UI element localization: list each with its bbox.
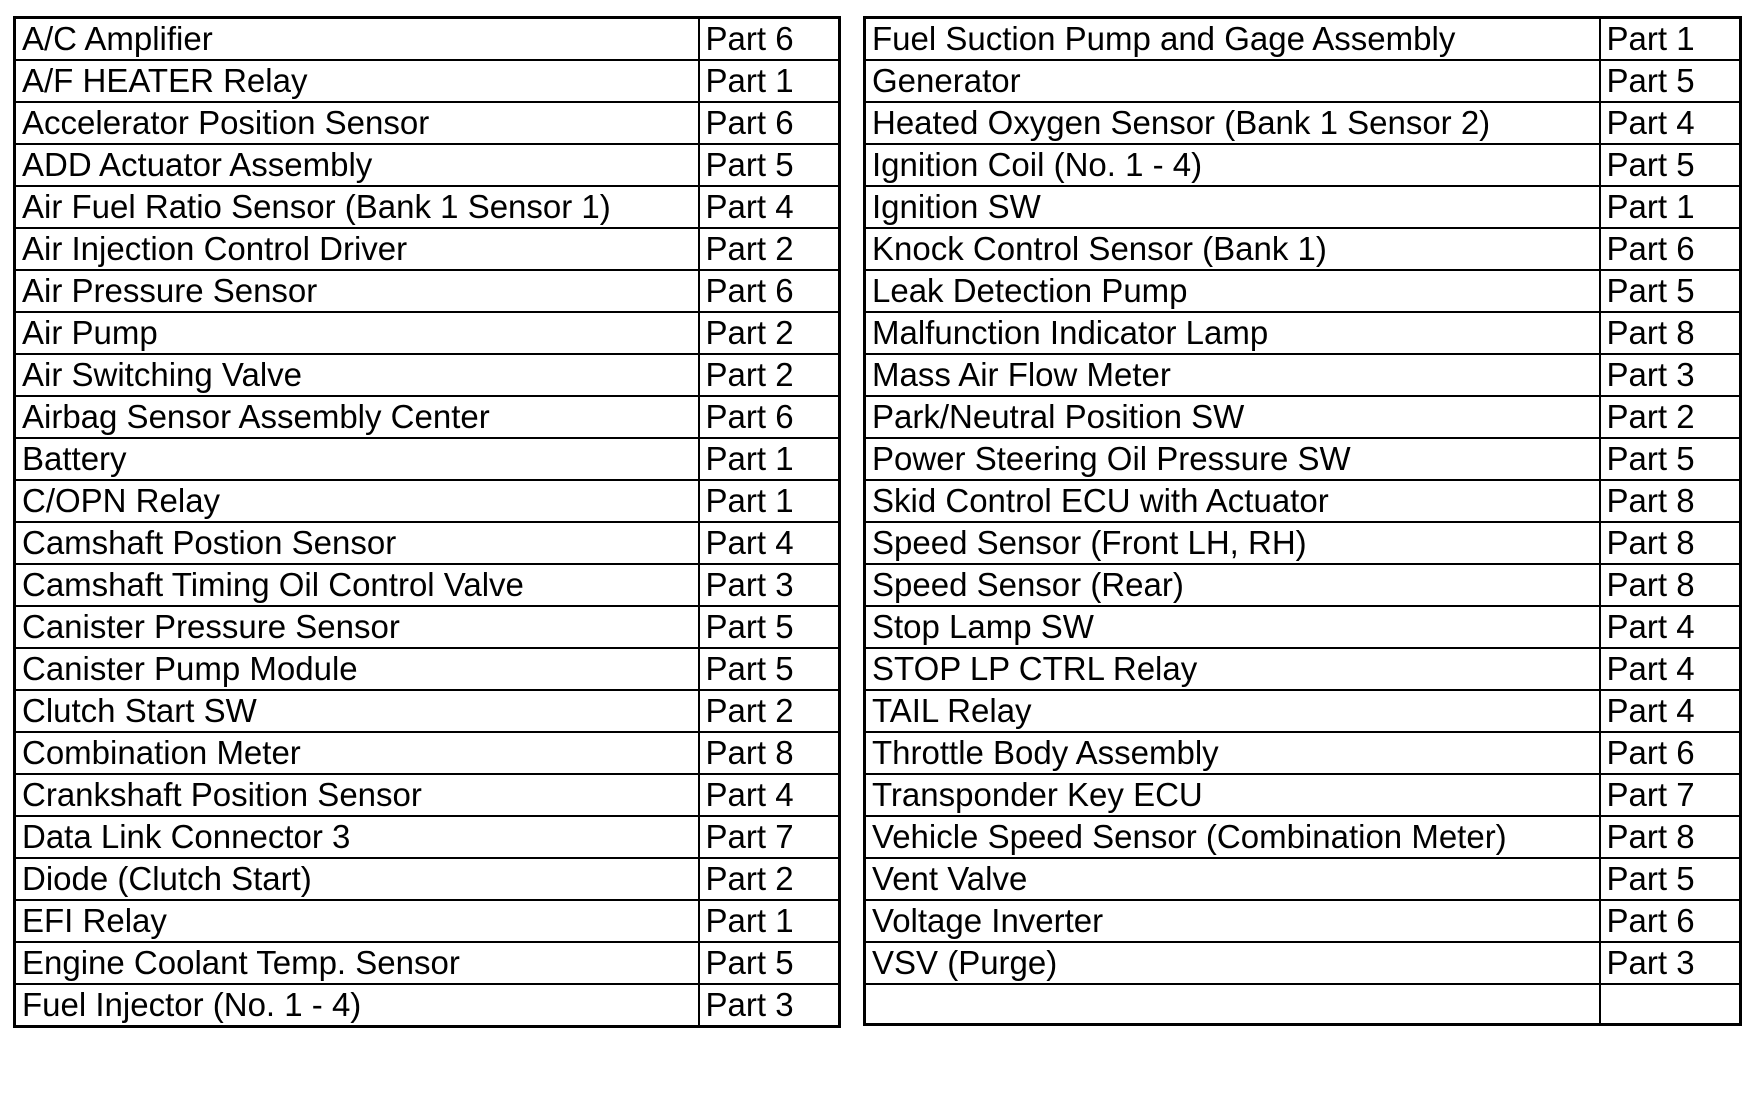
- part-reference-cell: Part 6: [1600, 732, 1741, 774]
- component-name-cell: Air Pump: [15, 312, 699, 354]
- component-name-cell: Vent Valve: [865, 858, 1600, 900]
- table-row: [15, 774, 840, 816]
- table-row: [865, 102, 1741, 144]
- table-row: [15, 396, 840, 438]
- part-reference-cell: Part 5: [1600, 270, 1741, 312]
- table-row: [865, 564, 1741, 606]
- part-reference-cell: Part 4: [699, 774, 840, 816]
- component-name-cell: Leak Detection Pump: [865, 270, 1600, 312]
- component-name-cell: TAIL Relay: [865, 690, 1600, 732]
- component-name-cell: Air Injection Control Driver: [15, 228, 699, 270]
- table-row: [15, 984, 840, 1027]
- part-reference-cell: Part 7: [699, 816, 840, 858]
- part-reference-cell: Part 4: [1600, 690, 1741, 732]
- table-row: [15, 18, 840, 61]
- component-name-cell: Canister Pump Module: [15, 648, 699, 690]
- component-name-cell: ADD Actuator Assembly: [15, 144, 699, 186]
- component-name-cell: Ignition Coil (No. 1 - 4): [865, 144, 1600, 186]
- part-reference-cell: Part 4: [1600, 606, 1741, 648]
- table-row: [865, 270, 1741, 312]
- table-row: [15, 228, 840, 270]
- part-reference-cell: Part 2: [699, 228, 840, 270]
- part-reference-cell: Part 6: [699, 102, 840, 144]
- part-reference-cell: Part 1: [699, 60, 840, 102]
- part-reference-cell: Part 4: [699, 186, 840, 228]
- part-reference-cell: Part 5: [1600, 438, 1741, 480]
- component-name-cell: Speed Sensor (Front LH, RH): [865, 522, 1600, 564]
- component-name-cell: Vehicle Speed Sensor (Combination Meter): [865, 816, 1600, 858]
- component-name-cell: Camshaft Timing Oil Control Valve: [15, 564, 699, 606]
- table-row: [865, 774, 1741, 816]
- table-row: [865, 606, 1741, 648]
- part-reference-cell: Part 8: [699, 732, 840, 774]
- component-name-cell: VSV (Purge): [865, 942, 1600, 984]
- table-row: [865, 732, 1741, 774]
- component-index-table-right: [863, 16, 1742, 1026]
- table-row: [15, 858, 840, 900]
- part-reference-cell: Part 8: [1600, 522, 1741, 564]
- table-row: [865, 228, 1741, 270]
- part-reference-cell: Part 3: [1600, 942, 1741, 984]
- component-name-cell: Heated Oxygen Sensor (Bank 1 Sensor 2): [865, 102, 1600, 144]
- part-reference-cell: Part 2: [1600, 396, 1741, 438]
- component-name-cell: Stop Lamp SW: [865, 606, 1600, 648]
- table-row: [865, 480, 1741, 522]
- part-reference-cell: Part 5: [699, 606, 840, 648]
- table-row: [15, 312, 840, 354]
- component-name-cell: Power Steering Oil Pressure SW: [865, 438, 1600, 480]
- table-row: [865, 690, 1741, 732]
- component-name-cell: Mass Air Flow Meter: [865, 354, 1600, 396]
- table-row: [15, 438, 840, 480]
- component-name-cell: Transponder Key ECU: [865, 774, 1600, 816]
- table-row: [865, 648, 1741, 690]
- table-row: [15, 270, 840, 312]
- component-name-cell: Malfunction Indicator Lamp: [865, 312, 1600, 354]
- component-name-cell: Data Link Connector 3: [15, 816, 699, 858]
- component-name-cell: Combination Meter: [15, 732, 699, 774]
- component-name-cell: Canister Pressure Sensor: [15, 606, 699, 648]
- component-name-cell: A/C Amplifier: [15, 18, 699, 61]
- component-name-cell: A/F HEATER Relay: [15, 60, 699, 102]
- table-body-right: [865, 18, 1741, 1025]
- part-reference-cell: Part 4: [1600, 102, 1741, 144]
- table-row: [865, 438, 1741, 480]
- part-reference-cell: Part 8: [1600, 312, 1741, 354]
- component-name-cell: C/OPN Relay: [15, 480, 699, 522]
- part-reference-cell: Part 6: [699, 396, 840, 438]
- part-reference-cell: Part 2: [699, 354, 840, 396]
- part-reference-cell: Part 7: [1600, 774, 1741, 816]
- part-reference-cell: Part 5: [699, 648, 840, 690]
- part-reference-cell: Part 6: [699, 270, 840, 312]
- part-reference-cell: Part 1: [1600, 186, 1741, 228]
- part-reference-cell: Part 5: [1600, 858, 1741, 900]
- component-name-cell: Fuel Injector (No. 1 - 4): [15, 984, 699, 1027]
- part-reference-cell: Part 1: [699, 480, 840, 522]
- table-row: [15, 186, 840, 228]
- part-reference-cell: Part 4: [699, 522, 840, 564]
- part-reference-cell: Part 5: [699, 144, 840, 186]
- table-row: [15, 606, 840, 648]
- part-reference-cell: Part 6: [1600, 228, 1741, 270]
- table-row: [865, 942, 1741, 984]
- component-name-cell: Battery: [15, 438, 699, 480]
- component-name-cell: Throttle Body Assembly: [865, 732, 1600, 774]
- table-row: [865, 858, 1741, 900]
- table-row: [15, 564, 840, 606]
- part-reference-cell: Part 1: [699, 900, 840, 942]
- component-name-cell: Generator: [865, 60, 1600, 102]
- component-name-cell: EFI Relay: [15, 900, 699, 942]
- component-name-cell: Air Fuel Ratio Sensor (Bank 1 Sensor 1): [15, 186, 699, 228]
- component-name-cell: Clutch Start SW: [15, 690, 699, 732]
- component-name-cell: Engine Coolant Temp. Sensor: [15, 942, 699, 984]
- component-name-cell: Camshaft Postion Sensor: [15, 522, 699, 564]
- table-row: [865, 900, 1741, 942]
- part-reference-cell: Part 2: [699, 858, 840, 900]
- table-row: [865, 312, 1741, 354]
- component-name-cell: Accelerator Position Sensor: [15, 102, 699, 144]
- part-reference-cell: Part 3: [699, 564, 840, 606]
- table-row: [865, 396, 1741, 438]
- table-row: [865, 522, 1741, 564]
- table-body-left: [15, 18, 840, 1027]
- table-row: [15, 942, 840, 984]
- part-reference-cell: Part 4: [1600, 648, 1741, 690]
- table-row: [865, 816, 1741, 858]
- part-reference-cell: [1600, 984, 1741, 1025]
- table-row: [15, 648, 840, 690]
- table-row: [865, 984, 1741, 1025]
- part-reference-cell: Part 2: [699, 690, 840, 732]
- component-name-cell: [865, 984, 1600, 1025]
- table-row: [15, 480, 840, 522]
- component-name-cell: Fuel Suction Pump and Gage Assembly: [865, 18, 1600, 61]
- part-reference-cell: Part 6: [1600, 900, 1741, 942]
- part-reference-cell: Part 5: [1600, 60, 1741, 102]
- component-index-table-left: [13, 16, 841, 1028]
- component-name-cell: Speed Sensor (Rear): [865, 564, 1600, 606]
- component-name-cell: STOP LP CTRL Relay: [865, 648, 1600, 690]
- part-reference-cell: Part 1: [699, 438, 840, 480]
- part-reference-cell: Part 8: [1600, 480, 1741, 522]
- table-row: [15, 522, 840, 564]
- table-row: [865, 144, 1741, 186]
- table-row: [15, 102, 840, 144]
- part-reference-cell: Part 3: [699, 984, 840, 1027]
- part-reference-cell: Part 8: [1600, 564, 1741, 606]
- component-name-cell: Crankshaft Position Sensor: [15, 774, 699, 816]
- part-reference-cell: Part 6: [699, 18, 840, 61]
- table-row: [15, 732, 840, 774]
- component-name-cell: Knock Control Sensor (Bank 1): [865, 228, 1600, 270]
- table-row: [865, 60, 1741, 102]
- component-name-cell: Voltage Inverter: [865, 900, 1600, 942]
- part-reference-cell: Part 5: [699, 942, 840, 984]
- component-name-cell: Diode (Clutch Start): [15, 858, 699, 900]
- table-row: [15, 144, 840, 186]
- component-name-cell: Park/Neutral Position SW: [865, 396, 1600, 438]
- table-row: [865, 186, 1741, 228]
- table-row: [865, 18, 1741, 61]
- component-name-cell: Air Switching Valve: [15, 354, 699, 396]
- table-row: [865, 354, 1741, 396]
- table-row: [15, 900, 840, 942]
- component-name-cell: Airbag Sensor Assembly Center: [15, 396, 699, 438]
- component-name-cell: Skid Control ECU with Actuator: [865, 480, 1600, 522]
- part-reference-cell: Part 5: [1600, 144, 1741, 186]
- component-name-cell: Air Pressure Sensor: [15, 270, 699, 312]
- component-name-cell: Ignition SW: [865, 186, 1600, 228]
- part-reference-cell: Part 3: [1600, 354, 1741, 396]
- table-row: [15, 816, 840, 858]
- part-reference-cell: Part 8: [1600, 816, 1741, 858]
- table-row: [15, 60, 840, 102]
- table-row: [15, 690, 840, 732]
- part-reference-cell: Part 1: [1600, 18, 1741, 61]
- part-reference-cell: Part 2: [699, 312, 840, 354]
- table-row: [15, 354, 840, 396]
